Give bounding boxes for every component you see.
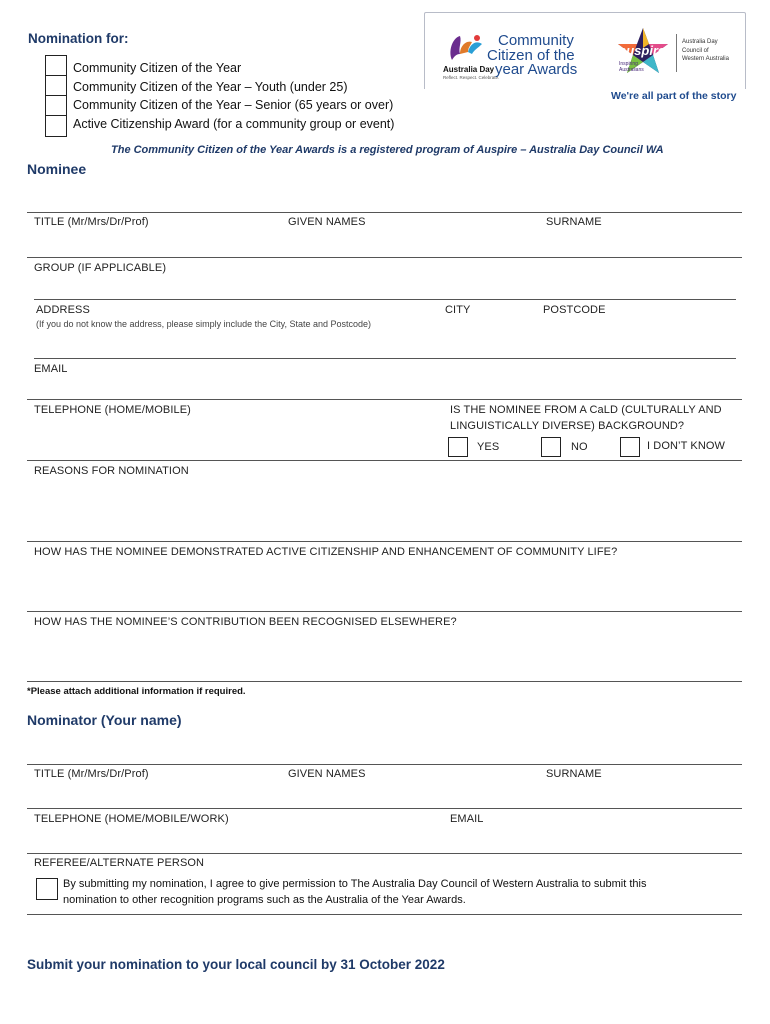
nominator-surname-label: SURNAME <box>546 768 602 780</box>
checkbox-community-citizen[interactable] <box>45 55 67 77</box>
divider <box>34 299 736 300</box>
nominee-title-label: TITLE (Mr/Mrs/Dr/Prof) <box>34 216 149 228</box>
nominee-address-label: ADDRESS <box>36 304 90 316</box>
nominee-given-names-label: GIVEN NAMES <box>288 216 366 228</box>
australia-day-logo-icon <box>446 30 488 64</box>
divider <box>27 611 742 612</box>
tagline: We're all part of the story <box>611 90 737 102</box>
nominator-telephone-label: TELEPHONE (HOME/MOBILE/WORK) <box>34 813 229 825</box>
divider <box>27 257 742 258</box>
cald-no-label: NO <box>571 441 588 453</box>
recognised-label: HOW HAS THE NOMINEE’S CONTRIBUTION BEEN RECOGNISED ELSEWHERE? <box>34 616 457 628</box>
adc-logo-text <box>682 38 729 64</box>
nominee-group-label: GROUP (IF APPLICABLE) <box>34 262 167 274</box>
community-title-line3: year Awards <box>495 61 578 78</box>
nominator-heading: Nominator (Your name) <box>27 712 182 728</box>
nominee-city-label: CITY <box>445 304 471 316</box>
nominee-telephone-label: TELEPHONE (HOME/MOBILE) <box>34 404 191 416</box>
nominee-address-field[interactable] <box>30 332 736 356</box>
cald-yes-label: YES <box>477 441 500 453</box>
divider <box>27 914 742 915</box>
nominee-heading: Nominee <box>27 161 87 177</box>
nominee-postcode-label: POSTCODE <box>543 304 606 316</box>
divider <box>27 764 742 765</box>
divider <box>27 399 742 400</box>
nominee-email-field[interactable] <box>30 376 740 398</box>
active-citizenship-field[interactable] <box>30 560 740 610</box>
consent-line2: nomination to other recognition programs such as the Australia of the Year Awards. <box>63 894 466 906</box>
cald-dont-know-label: I DON’T KNOW <box>647 440 725 452</box>
program-note: The Community Citizen of the Year Awards is a registered program of Auspire – Australia Day Council WA <box>111 144 664 156</box>
nominee-telephone-field[interactable] <box>30 418 430 458</box>
divider <box>27 681 742 682</box>
reasons-label: REASONS FOR NOMINATION <box>34 465 189 477</box>
option-community-citizen: Community Citizen of the Year <box>73 61 242 75</box>
adc-line1: Australia Day <box>682 39 718 45</box>
option-senior: Community Citizen of the Year – Senior (65 years or over) <box>73 98 394 112</box>
nominee-email-label: EMAIL <box>34 363 68 375</box>
reasons-field[interactable] <box>30 479 740 539</box>
option-youth: Community Citizen of the Year – Youth (under 25) <box>73 80 348 94</box>
recognised-field[interactable] <box>30 630 740 680</box>
referee-label: REFEREE/ALTERNATE PERSON <box>34 857 205 869</box>
nominee-group-field[interactable] <box>30 276 740 298</box>
community-title-line2: Citizen of the <box>487 47 575 64</box>
nomination-for-heading: Nomination for: <box>28 31 129 46</box>
consent-text <box>63 876 646 908</box>
divider <box>27 541 742 542</box>
nominee-name-field[interactable] <box>30 230 740 256</box>
adc-line3: Western Australia <box>682 56 729 62</box>
divider <box>27 460 742 461</box>
nominator-title-label: TITLE (Mr/Mrs/Dr/Prof) <box>34 768 149 780</box>
nominee-address-hint: (If you do not know the address, please simply include the City, State and Postcode) <box>36 319 372 329</box>
attach-note: *Please attach additional information if required. <box>27 686 246 697</box>
nominator-given-names-label: GIVEN NAMES <box>288 768 366 780</box>
adc-line2: Council of <box>682 47 709 54</box>
auspire-wordmark: auspire <box>619 43 666 58</box>
cald-no-checkbox[interactable] <box>541 437 561 457</box>
australia-day-subtext: Reflect. Respect. Celebrate. <box>443 75 500 80</box>
auspire-subtext: Inspiring Australians <box>619 61 644 73</box>
checkbox-senior[interactable] <box>45 95 67 117</box>
nominator-telephone-field[interactable] <box>30 827 430 851</box>
active-citizenship-label: HOW HAS THE NOMINEE DEMONSTRATED ACTIVE CITIZENSHIP AND ENHANCEMENT OF COMMUNITY LIFE? <box>34 546 618 558</box>
divider <box>27 808 742 809</box>
divider <box>34 358 736 359</box>
nominator-email-field[interactable] <box>446 827 740 851</box>
nominee-surname-label: SURNAME <box>546 216 602 228</box>
cald-question-line1: IS THE NOMINEE FROM A CaLD (CULTURALLY AND <box>450 404 722 416</box>
option-active-citizenship: Active Citizenship Award (for a community group or event) <box>73 117 395 131</box>
divider <box>27 853 742 854</box>
consent-checkbox[interactable] <box>36 878 58 900</box>
community-title-line1: Community <box>498 32 574 49</box>
consent-line1: By submitting my nomination, I agree to give permission to The Australia Day Council of Western Australia to submit this <box>63 878 647 890</box>
logo-divider <box>676 34 677 72</box>
checkbox-active-citizenship[interactable] <box>45 115 67 137</box>
nominator-name-field[interactable] <box>30 782 740 806</box>
cald-yes-checkbox[interactable] <box>448 437 468 457</box>
checkbox-youth[interactable] <box>45 75 67 97</box>
cald-dont-know-checkbox[interactable] <box>620 437 640 457</box>
divider <box>27 212 742 213</box>
nominator-email-label: EMAIL <box>450 813 484 825</box>
cald-question-line2: LINGUISTICALLY DIVERSE) BACKGROUND? <box>450 420 685 432</box>
submit-note: Submit your nomination to your local council by 31 October 2022 <box>27 957 445 972</box>
australia-day-text: Australia Day <box>443 65 495 74</box>
